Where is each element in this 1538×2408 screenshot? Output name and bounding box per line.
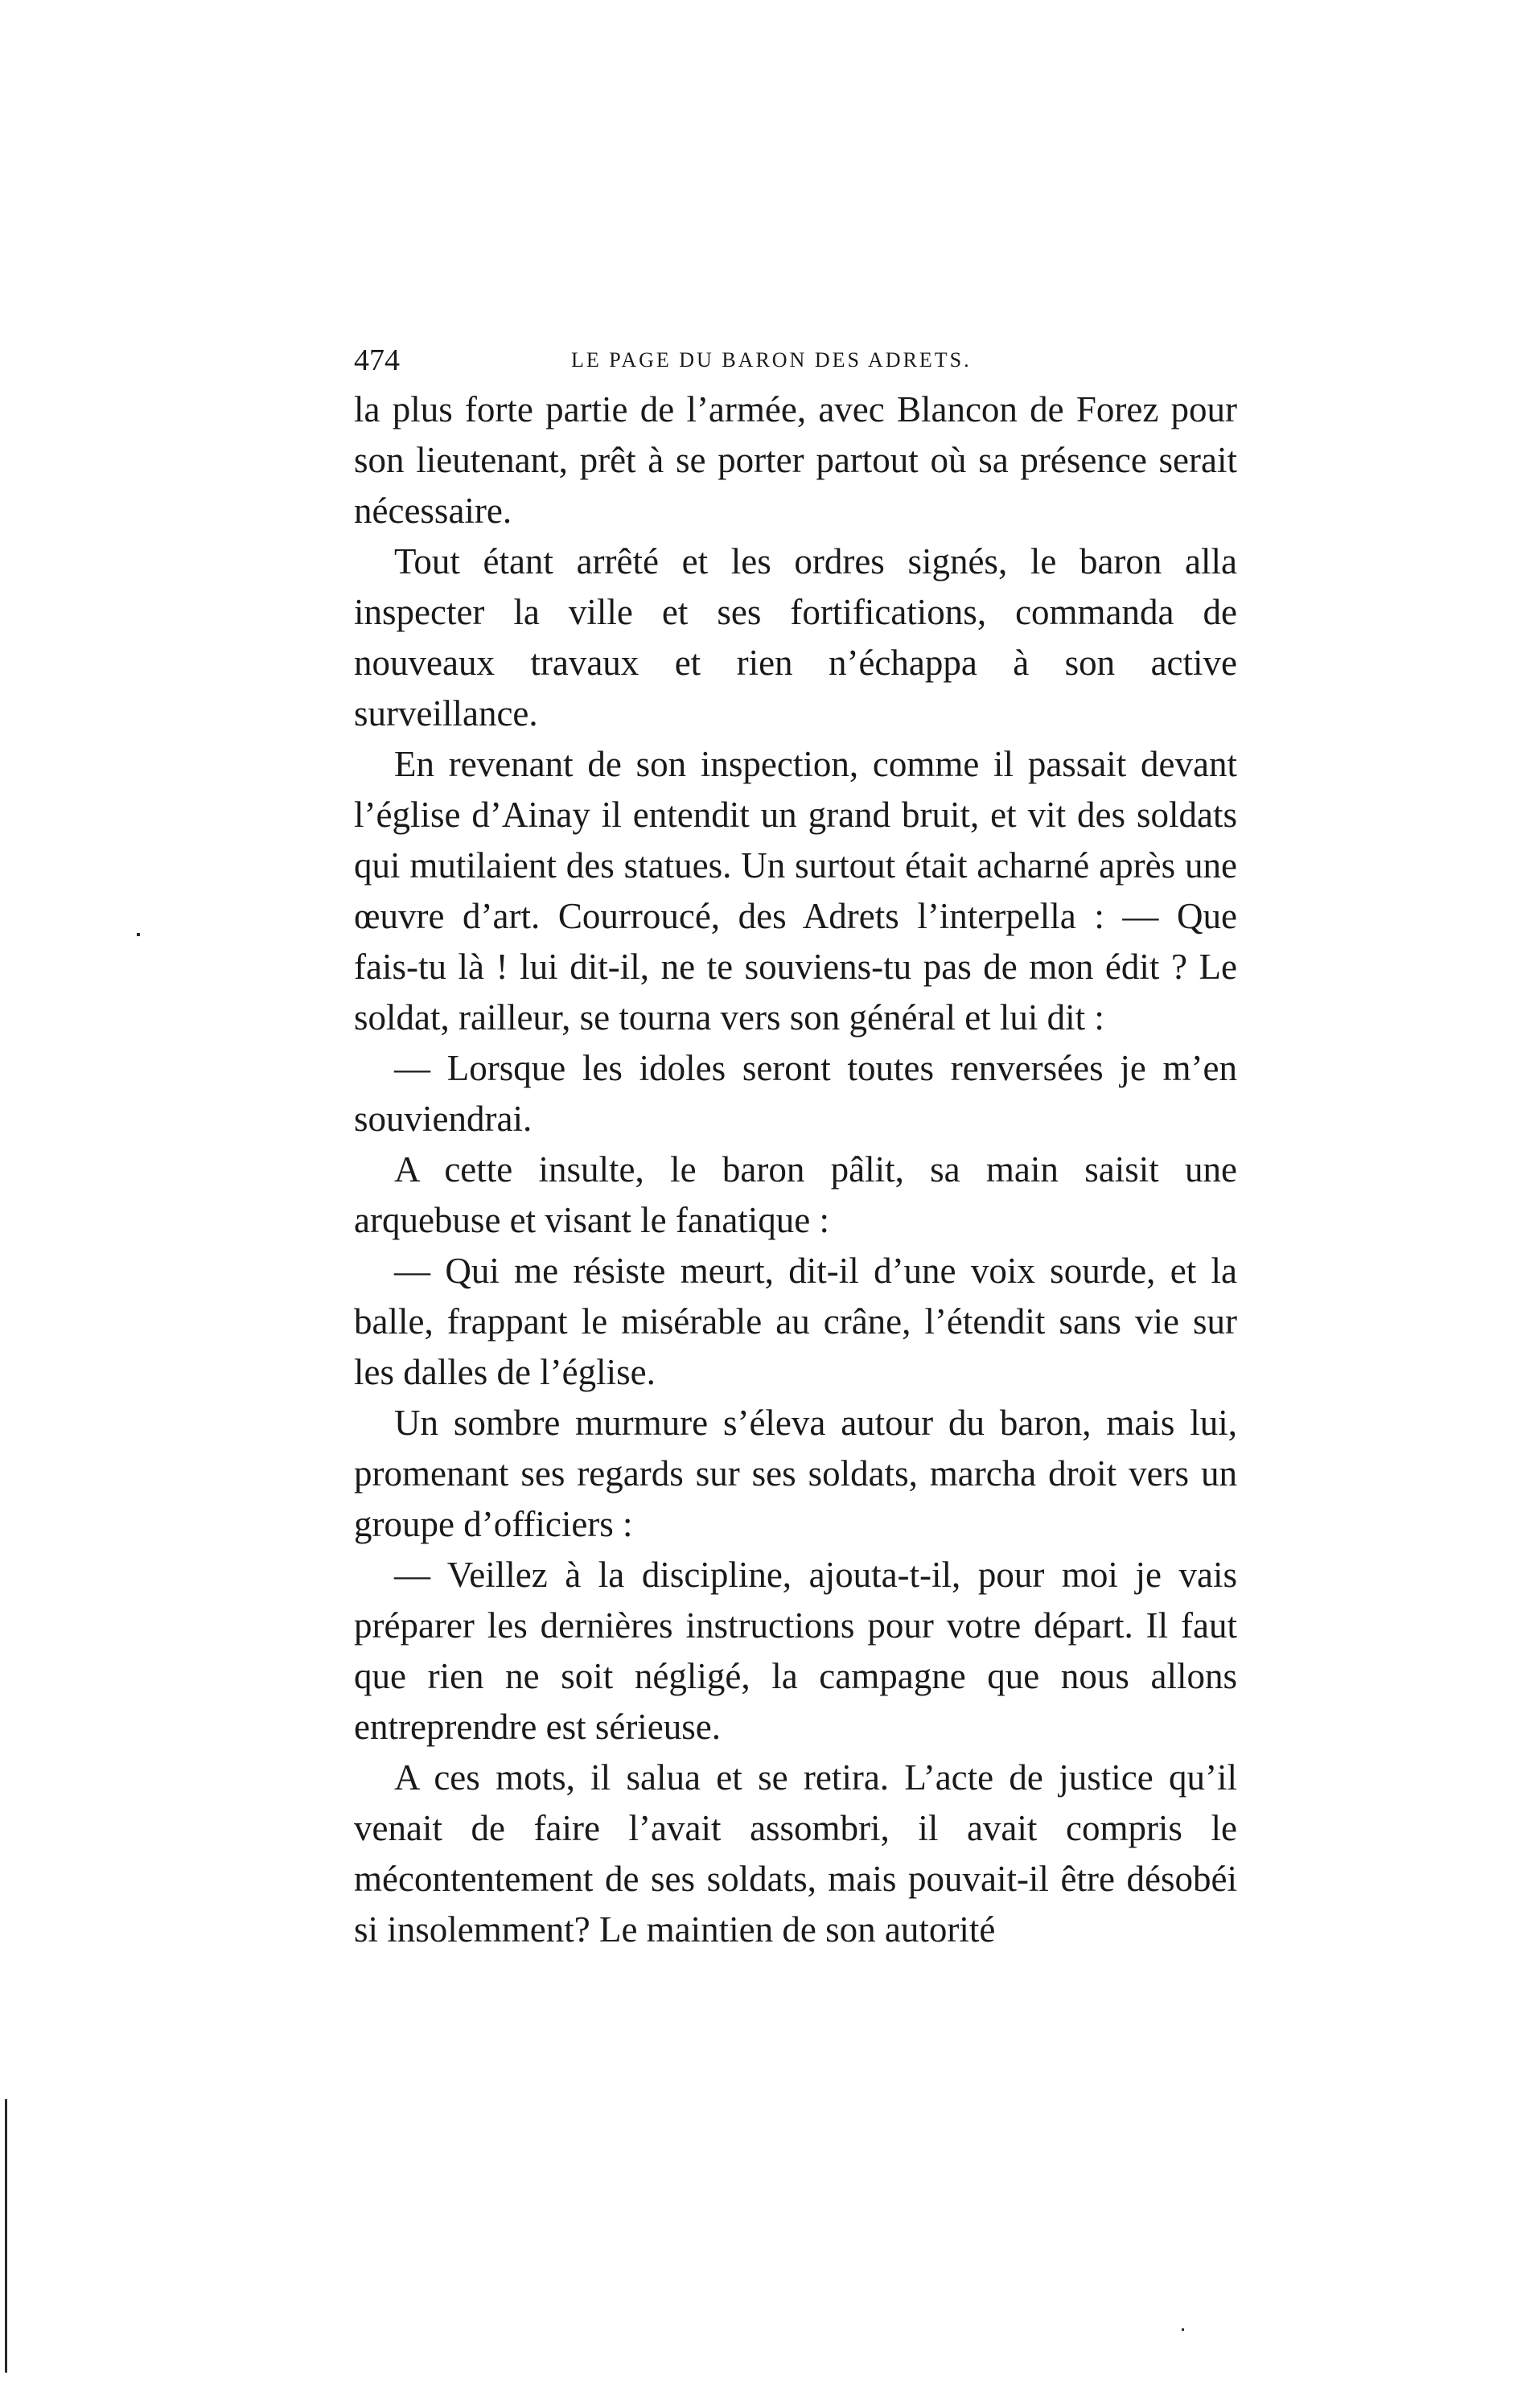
scan-speck	[137, 933, 140, 936]
paragraph: — Qui me résiste meurt, dit-il d’une voix sourde, et la balle, frappant le misérable au crâne, l’étendit sans vie sur les dalles de l’église.	[354, 1251, 1237, 1392]
paragraph: Un sombre murmure s’éleva autour du baron, mais lui, promenant ses regards sur ses soldats, marcha droit vers un groupe d’officiers :	[354, 1403, 1237, 1544]
page-number: 474	[354, 343, 400, 377]
paragraph: A ces mots, il salua et se retira. L’acte de justice qu’il venait de faire l’avait assombri, il avait compris le mécontentement de ses soldats, mais pouvait-il être désobéi si insolemment? Le maintien de son autorité	[354, 1757, 1237, 1950]
body-text	[354, 384, 1237, 1955]
paragraph: — Veillez à la discipline, ajouta-t-il, pour moi je vais préparer les dernières instructions pour votre départ. Il faut que rien ne soit négligé, la campagne que nous allons entreprendre est sérieuse.	[354, 1555, 1237, 1747]
paragraph: la plus forte partie de l’armée, avec Blancon de Forez pour son lieutenant, prêt à se porter partout où sa présence serait nécessaire.	[354, 389, 1237, 531]
running-head	[354, 336, 1237, 384]
scan-speck	[1182, 2328, 1184, 2331]
running-title: LE PAGE DU BARON DES ADRETS.	[571, 348, 972, 372]
scan-edge-line	[5, 2099, 7, 2373]
paragraph: Tout étant arrêté et les ordres signés, le baron alla inspecter la ville et ses fortifications, commanda de nouveaux travaux et rien n’échappa à son active surveillance.	[354, 541, 1237, 733]
paragraph: A cette insulte, le baron pâlit, sa main saisit une arquebuse et visant le fanatique :	[354, 1149, 1237, 1240]
paragraph: En revenant de son inspection, comme il passait devant l’église d’Ainay il entendit un grand bruit, et vit des soldats qui mutilaient des statues. Un surtout était acharné après une œuvre d’art. Courroucé, des Adrets l’interpella : — Que fais-tu là ! lui dit-il, ne te souviens-tu pas de mon édit ? Le soldat, railleur, se tourna vers son général et lui dit :	[354, 744, 1237, 1038]
paragraph: — Lorsque les idoles seront toutes renversées je m’en souviendrai.	[354, 1048, 1237, 1139]
